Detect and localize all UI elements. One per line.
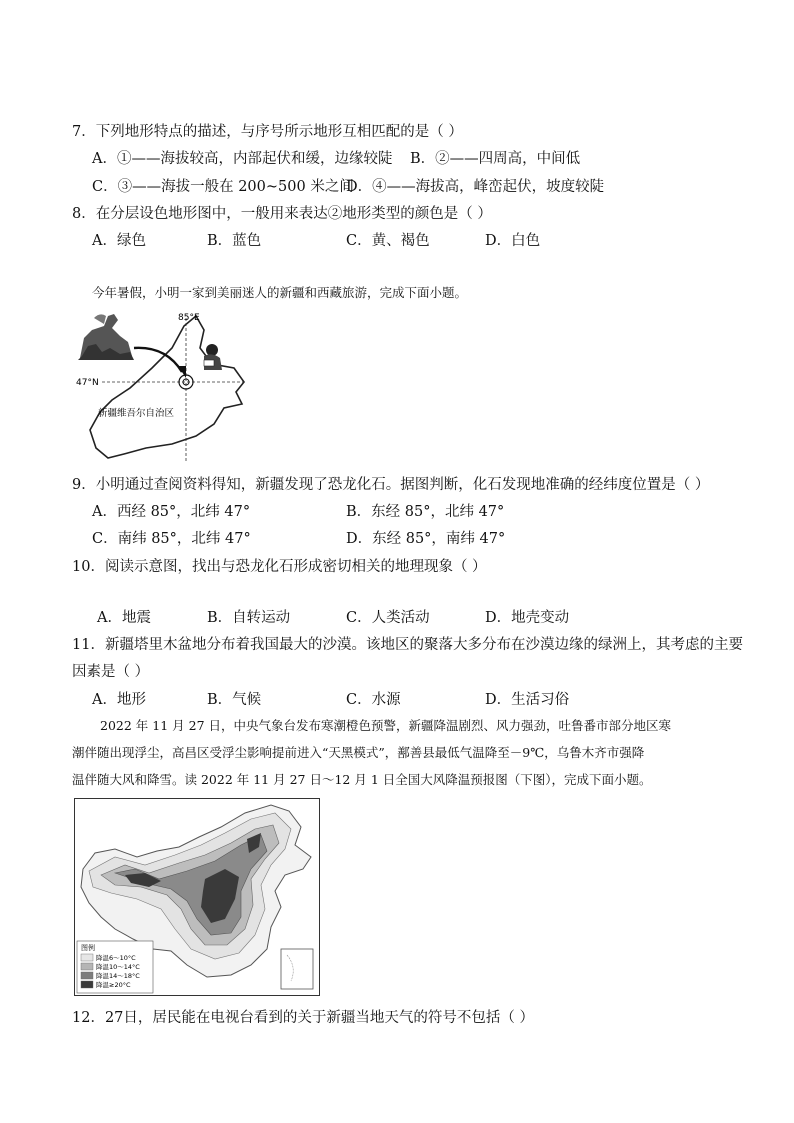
q9-option-b: B．东经 85°，北纬 47° [346, 504, 505, 520]
q7-option-c: C．③——海拔一般在 200~500 米之间 [92, 179, 354, 195]
q11-option-d: D．生活习俗 [485, 692, 570, 708]
passage-1: 今年暑假，小明一家到美丽迷人的新疆和西藏旅游，完成下面小题。 [92, 285, 468, 300]
q10-option-b: B．自转运动 [207, 610, 291, 626]
q7-option-a: A．①——海拔较高，内部起伏和缓，边缘较陡 [92, 151, 393, 167]
passage-2-line2: 潮伴随出现浮尘，高昌区受浮尘影响提前进入“天黑模式”，鄯善县最低气温降至－9℃，乌鲁木齐市强降 [72, 745, 645, 760]
q7-option-d: D．④——海拔高，峰峦起伏，坡度较陡 [346, 179, 605, 195]
south-china-sea-inset [281, 949, 313, 989]
passage-2-line3: 温伴随大风和降雪。读 2022 年 11 月 27 日～12 月 1 日全国大风降温预报图（下图），完成下面小题。 [72, 772, 652, 787]
q11-option-b: B．气候 [207, 692, 262, 708]
q7-option-b: B．②——四周高，中间低 [410, 151, 581, 167]
q8-stem: 8．在分层设色地形图中，一般用来表达②地形类型的颜色是（ ） [72, 206, 492, 222]
q11-stem-line1: 11．新疆塔里木盆地分布着我国最大的沙漠。该地区的聚落大多分布在沙漠边缘的绿洲上，其考虑的主要 [72, 637, 743, 653]
legend-item-2: 降温10～14°C [96, 963, 140, 971]
q11-option-a: A．地形 [92, 692, 146, 708]
q10-option-a: A．地震 [97, 610, 151, 626]
region-label: 新疆维吾尔自治区 [98, 408, 175, 419]
dinosaur-illustration [76, 312, 136, 360]
xinjiang-map-figure [74, 308, 264, 463]
legend-item-4: 降温≥20°C [96, 981, 131, 989]
q7-stem: 7．下列地形特点的描述，与序号所示地形互相匹配的是（ ） [72, 124, 463, 140]
lon-label: 85°E [178, 313, 200, 323]
map-legend [77, 941, 153, 993]
q9-option-a: A．西经 85°，北纬 47° [92, 504, 251, 520]
q8-option-c: C．黄、褐色 [346, 233, 430, 249]
q8-option-a: A．绿色 [92, 233, 146, 249]
q9-stem: 9．小明通过查阅资料得知，新疆发现了恐龙化石。据图判断，化石发现地准确的经纬度位置是（ ） [72, 477, 710, 493]
q11-stem-line2: 因素是（ ） [72, 664, 150, 680]
person-illustration [204, 344, 222, 370]
legend-item-1: 降温6～10°C [96, 954, 136, 962]
q8-option-d: D．白色 [485, 233, 541, 249]
q9-option-c: C．南纬 85°，北纬 47° [92, 531, 251, 547]
q12-stem: 12．27日，居民能在电视台看到的关于新疆当地天气的符号不包括（ ） [72, 1010, 535, 1026]
cooling-forecast-map [74, 798, 320, 996]
q10-stem: 10．阅读示意图，找出与恐龙化石形成密切相关的地理现象（ ） [72, 559, 487, 575]
passage-2-line1: 2022 年 11 月 27 日，中央气象台发布寒潮橙色预警，新疆降温剧烈、风力强劲，吐鲁番市部分地区寒 [100, 718, 671, 733]
q11-option-c: C．水源 [346, 692, 401, 708]
lat-label: 47°N [76, 378, 99, 388]
q9-option-d: D．东经 85°，南纬 47° [346, 531, 506, 547]
q10-option-c: C．人类活动 [346, 610, 430, 626]
legend-title: 图例 [81, 944, 95, 952]
legend-item-3: 降温14～18°C [96, 972, 140, 980]
q8-option-b: B．蓝色 [207, 233, 262, 249]
q10-option-d: D．地壳变动 [485, 610, 570, 626]
